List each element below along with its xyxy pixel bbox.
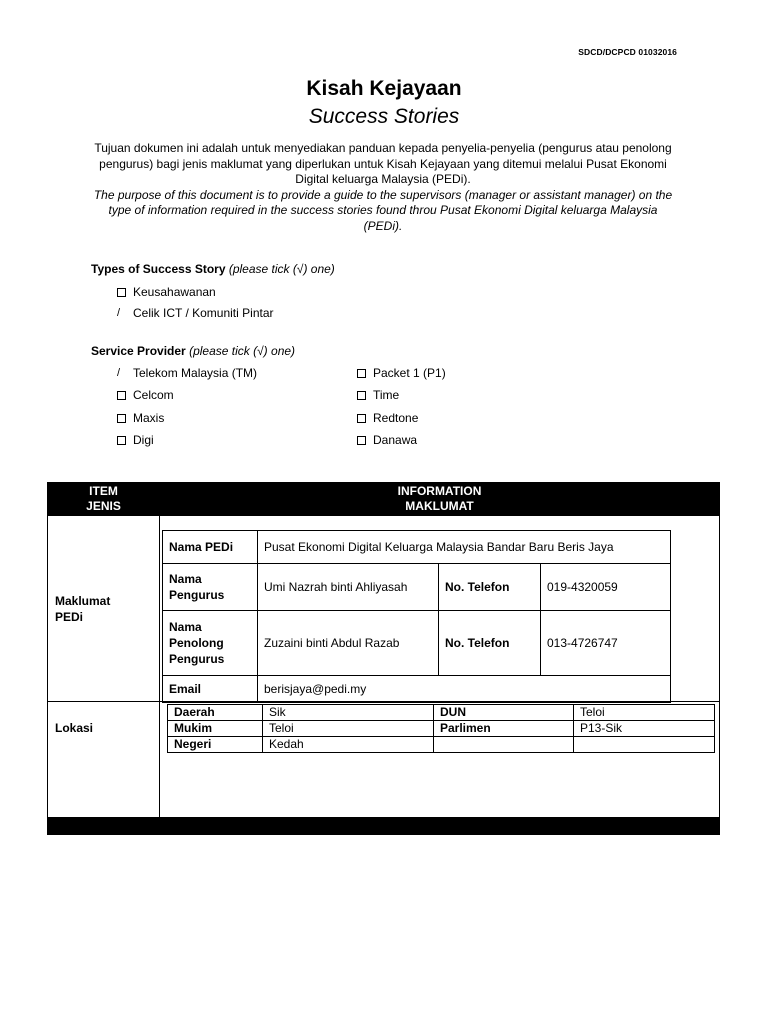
nama-pedi-value[interactable]: Pusat Ekonomi Digital Keluarga Malaysia Bandar Baru Beris Jaya bbox=[258, 531, 671, 564]
email-value[interactable]: berisjaya@pedi.my bbox=[258, 676, 671, 703]
provider-option[interactable] bbox=[357, 366, 446, 380]
table-footer-bar bbox=[48, 817, 719, 834]
option-label: Digi bbox=[133, 433, 154, 447]
service-provider-title: Service Provider bbox=[91, 344, 186, 358]
service-provider-hint: (please tick (√) one) bbox=[189, 344, 296, 358]
row-label-lokasi: Lokasi bbox=[55, 721, 94, 735]
intro-malay: Tujuan dokumen ini adalah untuk menyediakan panduan kepada penyelia-penyelia (pengurus atau penolong pengurus) bagi jenis maklumat yang diperlukan untuk Kisah Kejayaan yang ditemui melalui Pusat Ekonomi Digital keluarga Malaysia (PEDi). bbox=[94, 141, 672, 186]
option-label: Redtone bbox=[373, 411, 419, 425]
option-label: Maxis bbox=[133, 411, 165, 425]
lokasi-table bbox=[167, 704, 715, 753]
penolong-phone-value[interactable]: 013-4726747 bbox=[541, 611, 671, 676]
tick-mark[interactable]: / bbox=[117, 307, 121, 319]
story-types-title: Types of Success Story bbox=[91, 262, 226, 276]
header-jenis: JENIS bbox=[86, 499, 121, 513]
phone-label: No. Telefon bbox=[439, 564, 541, 611]
provider-option[interactable] bbox=[117, 366, 257, 380]
intro-english: The purpose of this document is to provide a guide to the supervisors (manager or assistant manager) on the type of information required in the success stories found throu Pusat Ekonomi Digital keluarga Malaysia (PEDi). bbox=[93, 187, 673, 233]
daerah-value[interactable]: Sik bbox=[263, 705, 434, 721]
header-item-jenis bbox=[48, 484, 159, 514]
story-types-hint: (please tick (√) one) bbox=[228, 262, 335, 276]
option-label: Celik ICT / Komuniti Pintar bbox=[133, 306, 274, 320]
parlimen-label: Parlimen bbox=[434, 721, 574, 737]
nama-penolong-value[interactable]: Zuzaini binti Abdul Razab bbox=[258, 611, 439, 676]
phone-label: No. Telefon bbox=[439, 611, 541, 676]
header-information-maklumat bbox=[160, 484, 719, 514]
provider-option[interactable] bbox=[357, 433, 417, 447]
document-code: SDCD/DCPCD 01032016 bbox=[578, 47, 677, 57]
nama-pedi-label: Nama PEDi bbox=[163, 531, 258, 564]
checkbox-icon[interactable] bbox=[357, 367, 373, 379]
nama-pengurus-value[interactable]: Umi Nazrah binti Ahliyasah bbox=[258, 564, 439, 611]
column-divider bbox=[159, 516, 160, 818]
table-row bbox=[168, 737, 715, 753]
label-line: Nama bbox=[169, 572, 202, 586]
dun-label: DUN bbox=[434, 705, 574, 721]
tick-mark[interactable]: / bbox=[117, 367, 121, 379]
label-line: Pengurus bbox=[169, 588, 225, 602]
table-row bbox=[168, 705, 715, 721]
information-table bbox=[47, 482, 720, 835]
daerah-label: Daerah bbox=[168, 705, 263, 721]
table-row bbox=[168, 721, 715, 737]
label-line: Pengurus bbox=[169, 652, 225, 666]
header-maklumat: MAKLUMAT bbox=[405, 499, 474, 513]
table-header bbox=[48, 483, 719, 516]
checkbox-icon[interactable] bbox=[357, 412, 373, 424]
provider-option[interactable] bbox=[357, 411, 418, 425]
story-type-option[interactable] bbox=[117, 306, 274, 320]
nama-pengurus-label bbox=[163, 564, 258, 611]
story-types-heading bbox=[91, 262, 335, 276]
checkbox-icon[interactable] bbox=[117, 412, 133, 424]
row-label-maklumat-pedi bbox=[55, 593, 110, 625]
mukim-label: Mukim bbox=[168, 721, 263, 737]
provider-option[interactable] bbox=[117, 411, 164, 425]
provider-option[interactable] bbox=[117, 388, 174, 402]
checkbox-icon[interactable] bbox=[117, 286, 133, 298]
dun-value[interactable]: Teloi bbox=[574, 705, 715, 721]
option-label: Telekom Malaysia (TM) bbox=[133, 366, 258, 380]
empty-cell[interactable] bbox=[574, 737, 715, 753]
story-type-option[interactable] bbox=[117, 285, 216, 299]
option-label: Keusahawanan bbox=[133, 285, 216, 299]
table-row bbox=[163, 611, 671, 676]
option-label: Celcom bbox=[133, 388, 174, 402]
header-information: INFORMATION bbox=[397, 484, 482, 498]
nama-penolong-label bbox=[163, 611, 258, 676]
option-label: Danawa bbox=[373, 433, 418, 447]
checkbox-icon[interactable] bbox=[117, 389, 133, 401]
row-label-line: Maklumat bbox=[55, 594, 111, 608]
label-line: Penolong bbox=[169, 636, 224, 650]
checkbox-icon[interactable] bbox=[117, 434, 133, 446]
intro-text bbox=[93, 141, 673, 234]
page-title: Kisah Kejayaan bbox=[306, 77, 462, 100]
negeri-label: Negeri bbox=[168, 737, 263, 753]
page-subtitle: Success Stories bbox=[308, 105, 460, 128]
provider-option[interactable] bbox=[117, 433, 154, 447]
header-item: ITEM bbox=[89, 484, 118, 498]
parlimen-value[interactable]: P13-Sik bbox=[574, 721, 715, 737]
table-row bbox=[163, 531, 671, 564]
table-row bbox=[163, 676, 671, 703]
option-label: Packet 1 (P1) bbox=[373, 366, 446, 380]
row-label-line: PEDi bbox=[55, 610, 84, 624]
mukim-value[interactable]: Teloi bbox=[263, 721, 434, 737]
table-row bbox=[163, 564, 671, 611]
option-label: Time bbox=[373, 388, 400, 402]
email-label: Email bbox=[163, 676, 258, 703]
checkbox-icon[interactable] bbox=[357, 434, 373, 446]
pengurus-phone-value[interactable]: 019-4320059 bbox=[541, 564, 671, 611]
empty-cell[interactable] bbox=[434, 737, 574, 753]
label-line: Nama bbox=[169, 620, 202, 634]
service-provider-heading bbox=[91, 344, 295, 358]
checkbox-icon[interactable] bbox=[357, 389, 373, 401]
provider-option[interactable] bbox=[357, 388, 399, 402]
pedi-details-table bbox=[162, 530, 671, 703]
negeri-value[interactable]: Kedah bbox=[263, 737, 434, 753]
